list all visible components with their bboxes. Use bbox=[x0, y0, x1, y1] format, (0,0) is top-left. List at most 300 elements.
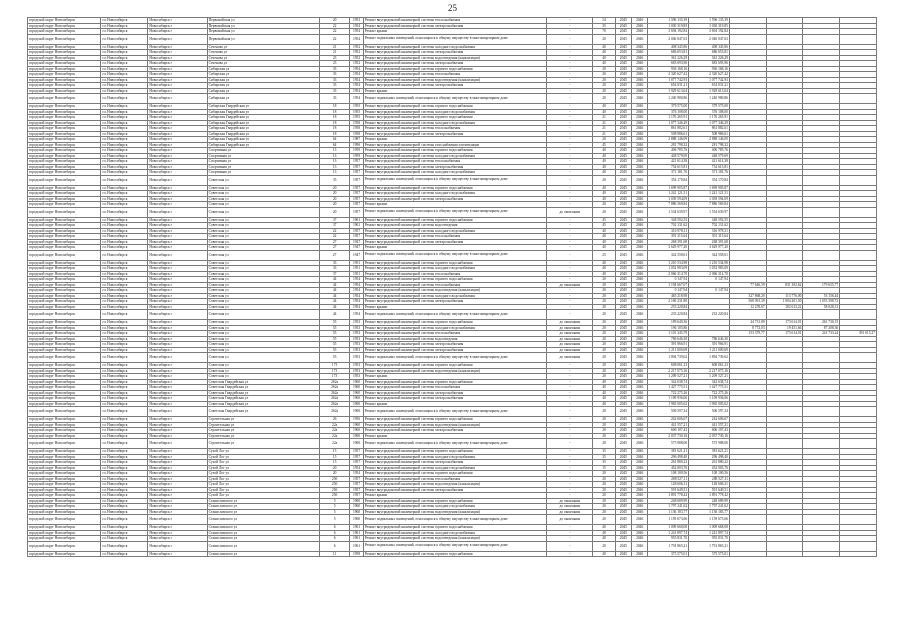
total-cost-cell: 508 986,61 bbox=[648, 131, 689, 137]
volume-cell: 40 bbox=[593, 390, 615, 396]
total-cost-cell: 7 886 569,84 bbox=[648, 202, 689, 208]
end-year-cell: 2046 bbox=[632, 487, 648, 493]
total-cost-cell: 686 653,81 bbox=[648, 50, 689, 56]
region-cell: городской округ Новосибирск bbox=[28, 44, 101, 50]
house-number-cell: 25б bbox=[319, 487, 350, 493]
amount-cell-2 bbox=[729, 34, 766, 44]
amount-cell-2 bbox=[729, 310, 766, 320]
street-cell: Советская ул bbox=[207, 282, 319, 288]
amount-cell-1: 2 888 146,09 bbox=[689, 137, 730, 143]
region-cell: городской округ Новосибирск bbox=[28, 368, 101, 374]
end-year-cell: 2046 bbox=[632, 137, 648, 143]
settlement-cell: Новосибирск г bbox=[148, 417, 207, 423]
municipality-cell: г.о.Новосибирск bbox=[101, 293, 148, 299]
total-cost-cell: 391 315,64 bbox=[648, 234, 689, 240]
build-year-cell: 1960 bbox=[350, 396, 363, 402]
street-cell: Сибирская Гвардейская ул bbox=[207, 109, 319, 115]
build-year-cell: 1954 bbox=[350, 282, 363, 288]
municipality-cell: г.о.Новосибирск bbox=[101, 271, 148, 277]
municipality-cell: г.о.Новосибирск bbox=[101, 34, 148, 44]
end-year-cell: 2046 bbox=[632, 482, 648, 488]
work-type-cell: Ремонт внутридомовой инженерной системы электроснабжения bbox=[363, 50, 547, 56]
end-year-cell: 2046 bbox=[632, 170, 648, 176]
house-number-cell: 6 bbox=[319, 530, 350, 536]
street-cell: Советская ул bbox=[207, 202, 319, 208]
house-number-cell: 33 bbox=[319, 72, 350, 78]
street-cell: Советская ул bbox=[207, 336, 319, 342]
end-year-cell: 2046 bbox=[632, 153, 648, 159]
street-cell: Станиславского ул bbox=[207, 515, 319, 525]
unit-cell: до окончания bbox=[547, 347, 593, 353]
unit-cell: - bbox=[547, 428, 593, 434]
end-year-cell: 2046 bbox=[632, 449, 648, 455]
start-year-cell: 2045 bbox=[615, 331, 631, 337]
amount-cell-3: 831 392,62 bbox=[766, 282, 803, 288]
total-cost-cell: 1 240 980,86 bbox=[648, 94, 689, 104]
settlement-cell: Новосибирск г bbox=[148, 207, 207, 217]
total-cost-cell: 242 606,67 bbox=[648, 417, 689, 423]
unit-cell: - bbox=[547, 422, 593, 428]
build-year-cell: 1954 bbox=[350, 94, 363, 104]
total-cost-cell: 2 037 730,16 bbox=[648, 433, 689, 439]
end-year-cell: 2046 bbox=[632, 55, 648, 61]
settlement-cell: Новосибирск г bbox=[148, 525, 207, 531]
unit-cell: - bbox=[547, 390, 593, 396]
street-cell: Советская ул bbox=[207, 234, 319, 240]
amount-cell-1: 1 596 135,39 bbox=[689, 18, 730, 24]
unit-cell: - bbox=[547, 77, 593, 83]
end-year-cell: 2046 bbox=[632, 23, 648, 29]
work-type-cell: Ремонт крыши bbox=[363, 245, 547, 251]
amount-cell-4 bbox=[803, 310, 840, 320]
unit-cell: до окончания bbox=[547, 207, 593, 217]
unit-cell: до окончания bbox=[547, 282, 593, 288]
build-year-cell: 1954 bbox=[350, 77, 363, 83]
total-cost-cell: 0 147,94 bbox=[648, 277, 689, 283]
municipality-cell: г.о.Новосибирск bbox=[101, 126, 148, 132]
build-year-cell: 1957 bbox=[350, 159, 363, 165]
settlement-cell: Новосибирск г bbox=[148, 353, 207, 363]
street-cell: Строительная ул bbox=[207, 428, 319, 434]
region-cell: городской округ Новосибирск bbox=[28, 72, 101, 78]
unit-cell: до окончания bbox=[547, 336, 593, 342]
work-type-cell: Ремонт внутридомовой инженерной системы электроснабжения bbox=[363, 347, 547, 353]
end-year-cell: 2046 bbox=[632, 126, 648, 132]
settlement-cell: Новосибирск г bbox=[148, 250, 207, 260]
street-cell: Станиславского ул bbox=[207, 530, 319, 536]
start-year-cell: 2045 bbox=[615, 299, 631, 305]
street-cell: Первомайская ул bbox=[207, 18, 319, 24]
work-type-cell: Ремонт внутридомовой инженерной системы электроснабжения bbox=[363, 131, 547, 137]
volume-cell: 40 bbox=[593, 185, 615, 191]
end-year-cell: 2046 bbox=[632, 131, 648, 137]
build-year-cell: 1961 bbox=[350, 541, 363, 551]
amount-cell-2 bbox=[729, 250, 766, 260]
house-number-cell: 262а bbox=[319, 396, 350, 402]
volume-cell: 35 bbox=[593, 454, 615, 460]
amount-cell-1: 108 100,56 bbox=[689, 471, 730, 477]
region-cell: городской округ Новосибирск bbox=[28, 347, 101, 353]
settlement-cell: Новосибирск г bbox=[148, 245, 207, 251]
unit-cell: - bbox=[547, 266, 593, 272]
build-year-cell: 1959 bbox=[350, 148, 363, 154]
unit-cell: - bbox=[547, 55, 593, 61]
end-year-cell: 2046 bbox=[632, 422, 648, 428]
region-cell: городской округ Новосибирск bbox=[28, 433, 101, 439]
region-cell: городской округ Новосибирск bbox=[28, 223, 101, 229]
end-year-cell: 2046 bbox=[632, 159, 648, 165]
house-number-cell: 13 bbox=[319, 164, 350, 170]
build-year-cell: 1953 bbox=[350, 347, 363, 353]
municipality-cell: г.о.Новосибирск bbox=[101, 83, 148, 89]
house-number-cell: 33 bbox=[319, 88, 350, 94]
amount-cell-3: 182 613,22 bbox=[766, 304, 803, 310]
street-cell: Советская ул bbox=[207, 266, 319, 272]
volume-cell: 40 bbox=[593, 525, 615, 531]
end-year-cell: 2046 bbox=[632, 228, 648, 234]
street-cell: Советская ул bbox=[207, 293, 319, 299]
amount-cell-1: 2 046 047,63 bbox=[689, 34, 730, 44]
street-cell: Советская ул bbox=[207, 191, 319, 197]
volume-cell: 40 bbox=[593, 159, 615, 165]
start-year-cell: 2045 bbox=[615, 239, 631, 245]
municipality-cell: г.о.Новосибирск bbox=[101, 379, 148, 385]
settlement-cell: Новосибирск г bbox=[148, 223, 207, 229]
end-year-cell: 2046 bbox=[632, 396, 648, 402]
start-year-cell: 2045 bbox=[615, 325, 631, 331]
start-year-cell: 2045 bbox=[615, 55, 631, 61]
unit-cell: - bbox=[547, 34, 593, 44]
build-year-cell: 1957 bbox=[350, 175, 363, 185]
region-cell: городской округ Новосибирск bbox=[28, 325, 101, 331]
total-cost-cell: 575 988,00 bbox=[648, 439, 689, 449]
start-year-cell: 2045 bbox=[615, 228, 631, 234]
build-year-cell: 1951 bbox=[350, 266, 363, 272]
volume-cell: 21 bbox=[593, 131, 615, 137]
start-year-cell: 2045 bbox=[615, 465, 631, 471]
amount-cell-4 bbox=[803, 353, 840, 363]
unit-cell: - bbox=[547, 44, 593, 50]
build-year-cell: 1960 bbox=[350, 390, 363, 396]
end-year-cell: 2046 bbox=[632, 77, 648, 83]
settlement-cell: Новосибирск г bbox=[148, 228, 207, 234]
amount-cell-1: 861 882,61 bbox=[689, 126, 730, 132]
street-cell: Советская ул bbox=[207, 239, 319, 245]
end-year-cell: 2046 bbox=[632, 325, 648, 331]
end-year-cell: 2046 bbox=[632, 551, 648, 557]
house-number-cell: 262а bbox=[319, 401, 350, 407]
region-cell: городской округ Новосибирск bbox=[28, 191, 101, 197]
amount-cell-1: 734 615,81 bbox=[689, 164, 730, 170]
unit-cell: - bbox=[547, 61, 593, 67]
settlement-cell: Новосибирск г bbox=[148, 465, 207, 471]
end-year-cell: 2046 bbox=[632, 541, 648, 551]
total-cost-cell: 189 640,36 bbox=[648, 320, 689, 326]
amount-cell-1: 233 220,84 bbox=[689, 310, 730, 320]
volume-cell: 20 bbox=[593, 282, 615, 288]
municipality-cell: г.о.Новосибирск bbox=[101, 407, 148, 417]
house-number-cell: 22 bbox=[319, 228, 350, 234]
amount-cell-4: 261 730,15 bbox=[803, 320, 840, 326]
amount-cell-3: 173 614,01 bbox=[766, 320, 803, 326]
table-row bbox=[28, 250, 877, 260]
total-cost-cell: 1 210 534,98 bbox=[648, 260, 689, 266]
end-year-cell: 2046 bbox=[632, 148, 648, 154]
amount-cell-1: 1 009 668,08 bbox=[689, 525, 730, 531]
amount-cell-1: 1 210 534,98 bbox=[689, 260, 730, 266]
settlement-cell: Новосибирск г bbox=[148, 55, 207, 61]
settlement-cell: Новосибирск г bbox=[148, 266, 207, 272]
unit-cell: - bbox=[547, 401, 593, 407]
build-year-cell: 1958 bbox=[350, 551, 363, 557]
amount-cell-2 bbox=[729, 541, 766, 551]
total-cost-cell: 448 579,69 bbox=[648, 153, 689, 159]
settlement-cell: Новосибирск г bbox=[148, 239, 207, 245]
region-cell: городской округ Новосибирск bbox=[28, 109, 101, 115]
start-year-cell: 2045 bbox=[615, 72, 631, 78]
work-type-cell: Ремонт внутридомовой инженерной системы горячего водоснабжения bbox=[363, 363, 547, 369]
table-body bbox=[28, 18, 877, 557]
table-row bbox=[28, 515, 877, 525]
unit-cell: до окончания bbox=[547, 498, 593, 504]
unit-cell: - bbox=[547, 245, 593, 251]
volume-cell: 25 bbox=[593, 250, 615, 260]
region-cell: городской округ Новосибирск bbox=[28, 34, 101, 44]
total-cost-cell: 1 109 936,06 bbox=[648, 396, 689, 402]
total-cost-cell: 654 031,21 bbox=[648, 83, 689, 89]
region-cell: городской округ Новосибирск bbox=[28, 23, 101, 29]
unit-cell: - bbox=[547, 164, 593, 170]
municipality-cell: г.о.Новосибирск bbox=[101, 347, 148, 353]
work-type-cell: Ремонт подвальных помещений, относящихся к общему имуществу в многоквартирном доме bbox=[363, 250, 547, 260]
end-year-cell: 2046 bbox=[632, 239, 648, 245]
municipality-cell: г.о.Новосибирск bbox=[101, 336, 148, 342]
end-year-cell: 2046 bbox=[632, 83, 648, 89]
build-year-cell: 1952 bbox=[350, 55, 363, 61]
house-number-cell: 18 bbox=[319, 126, 350, 132]
street-cell: Сухой Лог ул bbox=[207, 493, 319, 499]
municipality-cell: г.о.Новосибирск bbox=[101, 353, 148, 363]
house-number-cell: 6 bbox=[319, 525, 350, 531]
volume-cell: 40 bbox=[593, 266, 615, 272]
region-cell: городской округ Новосибирск bbox=[28, 396, 101, 402]
region-cell: городской округ Новосибирск bbox=[28, 379, 101, 385]
end-year-cell: 2046 bbox=[632, 109, 648, 115]
total-cost-cell: 0 147,94 bbox=[648, 288, 689, 294]
amount-cell-1: 508 986,61 bbox=[689, 131, 730, 137]
amount-cell-1: 1 891 778,42 bbox=[689, 493, 730, 499]
total-cost-cell: 2 046 047,63 bbox=[648, 34, 689, 44]
work-type-cell: Ремонт подвальных помещений, относящихся к общему имуществу в многоквартирном доме bbox=[363, 175, 547, 185]
region-cell: городской округ Новосибирск bbox=[28, 498, 101, 504]
build-year-cell: 1957 bbox=[350, 164, 363, 170]
unit-cell: - bbox=[547, 449, 593, 455]
amount-cell-1: 268 391,68 bbox=[689, 239, 730, 245]
house-number-cell: 5 bbox=[319, 504, 350, 510]
municipality-cell: г.о.Новосибирск bbox=[101, 115, 148, 121]
total-cost-cell: 1 241 121,51 bbox=[648, 191, 689, 197]
house-number-cell: 20 bbox=[319, 18, 350, 24]
end-year-cell: 2046 bbox=[632, 196, 648, 202]
volume-cell: 20 bbox=[593, 439, 615, 449]
start-year-cell: 2045 bbox=[615, 115, 631, 121]
settlement-cell: Новосибирск г bbox=[148, 342, 207, 348]
house-number-cell: 55 bbox=[319, 353, 350, 363]
street-cell: Спортивная ул bbox=[207, 170, 319, 176]
municipality-cell: г.о.Новосибирск bbox=[101, 342, 148, 348]
house-number-cell: 55 bbox=[319, 342, 350, 348]
end-year-cell: 2046 bbox=[632, 94, 648, 104]
unit-cell: до окончания bbox=[547, 515, 593, 525]
street-cell: Советская ул bbox=[207, 223, 319, 229]
start-year-cell: 2045 bbox=[615, 18, 631, 24]
build-year-cell: 1957 bbox=[350, 207, 363, 217]
settlement-cell: Новосибирск г bbox=[148, 476, 207, 482]
volume-cell: 20 bbox=[593, 471, 615, 477]
unit-cell: - bbox=[547, 104, 593, 110]
start-year-cell: 2045 bbox=[615, 271, 631, 277]
house-number-cell: 262а bbox=[319, 379, 350, 385]
region-cell: городской округ Новосибирск bbox=[28, 428, 101, 434]
street-cell: Сухой Лог ул bbox=[207, 460, 319, 466]
municipality-cell: г.о.Новосибирск bbox=[101, 72, 148, 78]
work-type-cell: Ремонт внутридомовой инженерной системы горячего водоснабжения bbox=[363, 525, 547, 531]
build-year-cell: 1957 bbox=[350, 493, 363, 499]
region-cell: городской округ Новосибирск bbox=[28, 126, 101, 132]
build-year-cell: 1953 bbox=[350, 18, 363, 24]
start-year-cell: 2045 bbox=[615, 164, 631, 170]
build-year-cell: 1953 bbox=[350, 320, 363, 326]
start-year-cell: 2045 bbox=[615, 23, 631, 29]
start-year-cell: 2045 bbox=[615, 433, 631, 439]
total-cost-cell: 1 077 742,93 bbox=[648, 77, 689, 83]
work-type-cell: Ремонт внутридомовой инженерной системы электроснабжения bbox=[363, 487, 547, 493]
settlement-cell: Новосибирск г bbox=[148, 304, 207, 310]
settlement-cell: Новосибирск г bbox=[148, 83, 207, 89]
total-cost-cell: 253 220,84 bbox=[648, 304, 689, 310]
region-cell: городской округ Новосибирск bbox=[28, 401, 101, 407]
municipality-cell: г.о.Новосибирск bbox=[101, 541, 148, 551]
build-year-cell: 1957 bbox=[350, 185, 363, 191]
amount-cell-1: 575 988,00 bbox=[689, 439, 730, 449]
end-year-cell: 2046 bbox=[632, 304, 648, 310]
end-year-cell: 2046 bbox=[632, 142, 648, 148]
house-number-cell: 21 bbox=[319, 50, 350, 56]
municipality-cell: г.о.Новосибирск bbox=[101, 493, 148, 499]
municipality-cell: г.о.Новосибирск bbox=[101, 185, 148, 191]
municipality-cell: г.о.Новосибирск bbox=[101, 439, 148, 449]
volume-cell: 40 bbox=[593, 153, 615, 159]
build-year-cell: 1954 bbox=[350, 471, 363, 477]
start-year-cell: 2045 bbox=[615, 525, 631, 531]
start-year-cell: 2045 bbox=[615, 310, 631, 320]
total-cost-cell: 1 891 778,42 bbox=[648, 493, 689, 499]
amount-cell-1: 2 217 075,16 bbox=[689, 368, 730, 374]
unit-cell: - bbox=[547, 454, 593, 460]
street-cell: Советская ул bbox=[207, 277, 319, 283]
work-type-cell: Ремонт внутридомовой инженерной системы электроснабжения bbox=[363, 61, 547, 67]
settlement-cell: Новосибирск г bbox=[148, 185, 207, 191]
house-number-cell: 20 bbox=[319, 202, 350, 208]
amount-cell-1: 1 176 265,91 bbox=[689, 115, 730, 121]
amount-cell-1: 391 966,91 bbox=[689, 342, 730, 348]
amount-cell-4 bbox=[803, 515, 840, 525]
region-cell: городской округ Новосибирск bbox=[28, 530, 101, 536]
end-year-cell: 2046 bbox=[632, 34, 648, 44]
street-cell: Советская ул bbox=[207, 347, 319, 353]
region-cell: городской округ Новосибирск bbox=[28, 487, 101, 493]
settlement-cell: Новосибирск г bbox=[148, 277, 207, 283]
house-number-cell: 18 bbox=[319, 109, 350, 115]
build-year-cell: 1960 bbox=[350, 498, 363, 504]
amount-cell-3 bbox=[766, 34, 803, 44]
unit-cell: - bbox=[547, 66, 593, 72]
build-year-cell: 1960 bbox=[350, 407, 363, 417]
amount-cell-3 bbox=[766, 175, 803, 185]
table-row bbox=[28, 94, 877, 104]
build-year-cell: 1957 bbox=[350, 202, 363, 208]
start-year-cell: 2045 bbox=[615, 493, 631, 499]
total-cost-cell: 606 107,43 bbox=[648, 428, 689, 434]
total-cost-cell: 1 039 594,09 bbox=[648, 196, 689, 202]
settlement-cell: Новосибирск г bbox=[148, 449, 207, 455]
house-number-cell: 33 bbox=[319, 83, 350, 89]
municipality-cell: г.о.Новосибирск bbox=[101, 260, 148, 266]
street-cell: Сибирская ул bbox=[207, 83, 319, 89]
amount-cell-4: 87 208,36 bbox=[803, 325, 840, 331]
work-type-cell: Ремонт внутридомовой инженерной системы горячего водоснабжения bbox=[363, 185, 547, 191]
house-number-cell: 33 bbox=[319, 66, 350, 72]
amount-cell-1: 316 978,31 bbox=[689, 228, 730, 234]
unit-cell: - bbox=[547, 407, 593, 417]
amount-cell-5 bbox=[840, 34, 877, 44]
unit-cell: - bbox=[547, 439, 593, 449]
settlement-cell: Новосибирск г bbox=[148, 120, 207, 126]
region-cell: городской округ Новосибирск bbox=[28, 185, 101, 191]
unit-cell: - bbox=[547, 239, 593, 245]
start-year-cell: 2045 bbox=[615, 536, 631, 542]
volume-cell: 20 bbox=[593, 137, 615, 143]
total-cost-cell: 342 558,61 bbox=[648, 250, 689, 260]
municipality-cell: г.о.Новосибирск bbox=[101, 245, 148, 251]
municipality-cell: г.о.Новосибирск bbox=[101, 148, 148, 154]
volume-cell: 20 bbox=[593, 277, 615, 283]
street-cell: Советская ул bbox=[207, 331, 319, 337]
settlement-cell: Новосибирск г bbox=[148, 336, 207, 342]
work-type-cell: Ремонт внутридомовой инженерной системы электроснабжения bbox=[363, 299, 547, 305]
settlement-cell: Новосибирск г bbox=[148, 153, 207, 159]
end-year-cell: 2046 bbox=[632, 504, 648, 510]
volume-cell: 20 bbox=[593, 407, 615, 417]
amount-cell-1: 7 886 569,84 bbox=[689, 202, 730, 208]
build-year-cell: 1953 bbox=[350, 368, 363, 374]
end-year-cell: 2046 bbox=[632, 234, 648, 240]
total-cost-cell: 408 345,86 bbox=[648, 44, 689, 50]
amount-cell-4: 53 156,44 bbox=[803, 293, 840, 299]
unit-cell: - bbox=[547, 153, 593, 159]
work-type-cell: Ремонт внутридомовой инженерной системы горячего водоснабжения bbox=[363, 148, 547, 154]
amount-cell-1: 686 653,81 bbox=[689, 50, 730, 56]
work-type-cell: Ремонт внутридомовой инженерной системы теплоснабжения bbox=[363, 282, 547, 288]
amount-cell-2: 327 868,20 bbox=[729, 293, 766, 299]
volume-cell: 40 bbox=[593, 239, 615, 245]
total-cost-cell: 296 498,40 bbox=[648, 454, 689, 460]
table-row bbox=[28, 331, 877, 337]
region-cell: городской округ Новосибирск bbox=[28, 471, 101, 477]
table-row bbox=[28, 293, 877, 299]
amount-cell-3 bbox=[766, 353, 803, 363]
work-type-cell: Ремонт внутридомовой инженерной системы горячего водоснабжения bbox=[363, 417, 547, 423]
